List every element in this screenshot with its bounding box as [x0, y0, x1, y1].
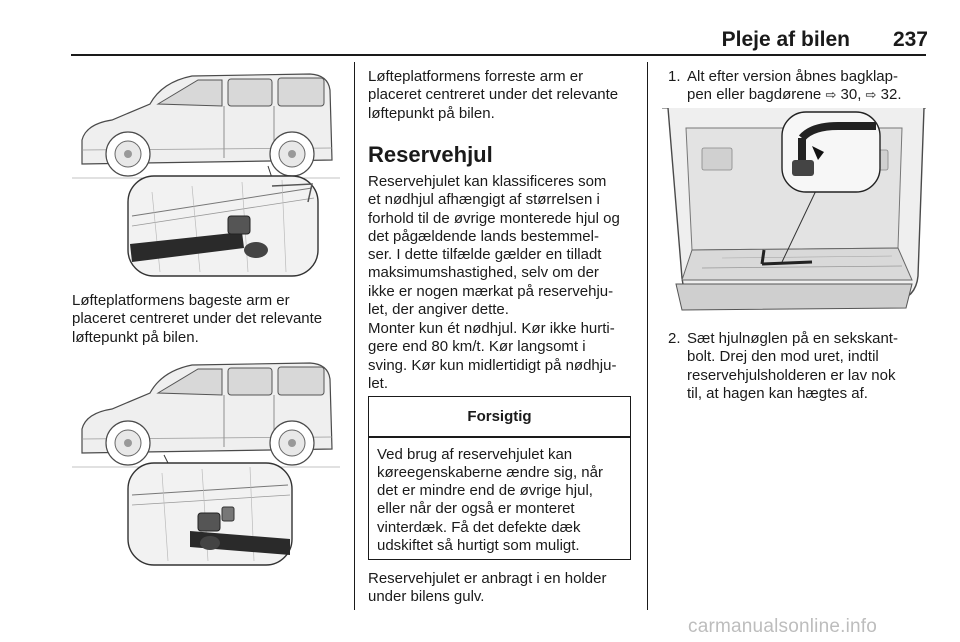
text-line: løftepunkt på bilen. — [368, 104, 495, 122]
text-line: eller når der også er monteret — [377, 500, 575, 518]
text-line: det pågældende lands bestemmel- — [368, 227, 599, 245]
text-line: let, der angiver dette. — [368, 301, 509, 319]
text-line: ser. I dette tilfælde gælder en tilladt — [368, 246, 602, 264]
text-line: maksimumshastighed, selv om der — [368, 264, 599, 282]
text-line: reservehjulsholderen er lav nok — [687, 366, 896, 384]
text-line: Monter kun ét nødhjul. Kør ikke hurti- — [368, 320, 615, 337]
page-reference-icon: ⇨ — [865, 88, 877, 104]
caption-rear-lift-arm: Løfteplatformens bageste arm er placeret centreret under det relevante løftepunkt på bilen. — [72, 292, 323, 346]
text-line: let. — [368, 374, 389, 392]
text-line: Reservehjulet kan klassificeres som — [368, 173, 607, 190]
text-fragment: pen eller bagdørene — [687, 86, 826, 104]
paragraph-emergency-wheel-usage — [368, 320, 638, 393]
caution-title: Forsigtig — [467, 408, 532, 425]
header-rule — [71, 54, 926, 56]
step-text — [687, 68, 901, 106]
caution-body — [369, 438, 630, 564]
page-reference-icon: ⇨ — [825, 88, 837, 104]
paragraph-spare-wheel-location — [368, 570, 638, 607]
step-number: 2. — [668, 330, 681, 347]
text-line: Sæt hjulnøglen på en sekskant- — [687, 330, 898, 347]
page-reference-link[interactable]: 32 — [880, 86, 898, 104]
step-text — [687, 330, 898, 403]
caution-box — [368, 396, 631, 560]
text-line: ikke er nogen mærkat på reservehju- — [368, 282, 614, 300]
text-line: forhold til de øvrige monterede hjul og — [368, 209, 620, 227]
step-1 — [668, 68, 930, 106]
text-line: placeret centreret under det relevante — [368, 86, 619, 104]
car-front-lift-point-figure — [72, 355, 340, 567]
car-rear-lift-point-figure — [72, 66, 340, 278]
text-line: det er mindre end de øvrige hjul, — [377, 482, 593, 500]
text-fragment: , — [857, 86, 866, 104]
page-reference-link[interactable]: 30 — [840, 86, 858, 104]
page-number: 237 — [892, 28, 928, 51]
text-line: Ved brug af reservehjulet kan — [377, 445, 573, 463]
text-line — [687, 86, 901, 105]
text-line: udskiftet så hurtigt som muligt. — [377, 536, 580, 554]
text-line: køreegenskaberne ændre sig, når — [377, 463, 603, 481]
step-number: 1. — [668, 68, 681, 85]
section-heading-reservehjul: Reservehjul — [368, 142, 493, 167]
text-line: et nødhjul afhængigt af størrelsen i — [368, 191, 600, 209]
paragraph-spare-wheel-classification — [368, 173, 638, 319]
text-line: Løfteplatformens forreste arm er — [368, 68, 584, 85]
running-header-title: Pleje af bilen — [721, 28, 850, 51]
text-line: Reservehjulet er anbragt i en holder — [368, 570, 607, 587]
text-line: gere end 80 km/t. Kør langsomt i — [368, 338, 586, 356]
column-divider-right — [647, 62, 648, 610]
step-2 — [668, 330, 930, 406]
caption-front-lift-arm — [368, 68, 638, 123]
watermark: carmanualsonline.info — [688, 616, 878, 637]
text-line: under bilens gulv. — [368, 588, 485, 606]
text-line: vinterdæk. Få det defekte dæk — [377, 518, 581, 536]
text-fragment: . — [897, 86, 902, 104]
column-divider-left — [354, 62, 355, 610]
text-line: sving. Kør kun midlertidigt på nødhju- — [368, 356, 617, 374]
tailgate-wheel-brace-figure — [662, 108, 926, 318]
text-line: til, at hagen kan hægtes af. — [687, 384, 868, 402]
text-line: Alt efter version åbnes bagklap- — [687, 68, 898, 85]
text-line: bolt. Drej den mod uret, indtil — [687, 348, 879, 366]
